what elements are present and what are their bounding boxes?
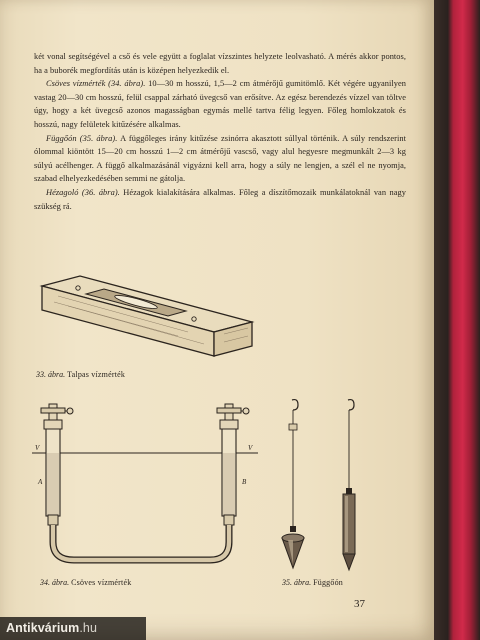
book-spine-edge (434, 0, 480, 640)
caption-number: 34. ábra. (40, 578, 70, 587)
paragraph-continuation (34, 50, 406, 77)
label-v-right: V (248, 444, 253, 452)
caption-fig35 (282, 578, 343, 587)
paragraph-hezagolo (34, 186, 406, 213)
figure-35-plumb-bobs (272, 396, 372, 574)
paragraph-term: Csöves vízmérték (34. ábra). (46, 79, 146, 89)
caption-number: 33. ábra. (36, 370, 66, 379)
paragraph-text: Hézagok kialakítására alkalmas. Főleg a díszítőmozaik munkálatoknál van nagy szükség rá. (34, 187, 406, 211)
figure-33-spirit-level (28, 272, 258, 364)
body-text (34, 50, 406, 213)
paragraph-text: két vonal segítségével a cső és vele együtt a foglalat vízszintes helyzete leolvasható. A mérés akkor pontos, ha a buborék megfordítás után is középen helyezkedik el. (34, 52, 406, 75)
watermark-brand: Antikvárium (6, 621, 80, 635)
figure-34-hose-level (30, 396, 266, 574)
label-v-left: V (35, 444, 40, 452)
paragraph-text: 10—30 m hosszú, 1,5—2 cm átmérőjű gumitömlő. Két végére ugyanilyen vastag 20—30 cm hosszú, felül csappal zárható üvegcső van erősítve. Az egész berendezés vízzel van töltve úgy, hogy a két üvegcső azonos magasságban egymás mellé tartva félig legyen. Főleg homlokzatok és hosszú, nagy felületek kitűzésére alkalmas. (34, 79, 406, 129)
paragraph-fuggoon (34, 132, 406, 186)
caption-number: 35. ábra. (282, 578, 312, 587)
label-a: A (38, 478, 43, 486)
caption-fig34 (40, 578, 131, 587)
label-b: B (242, 478, 247, 486)
watermark-logo (0, 617, 146, 640)
page-number: 37 (354, 598, 365, 610)
watermark-suffix: .hu (79, 621, 98, 635)
paragraph-text: A függőleges irány kitűzése zsinórra akasztott súllyal történik. A súly rendszerint ólommal kiöntött 15—20 cm hosszú 1—2 cm átmérőjű vascső, vagy alul hegyesre megmunkált 2—3 kg súlyú acélhenger. A függő alkalmazásánál vigyázni kell arra, hogy a súly ne lengjen, a szél el ne nyomja, szabad elhelyezkedésében semmi ne gátolja. (34, 133, 406, 184)
caption-fig33 (36, 370, 125, 379)
caption-title: Talpas vízmérték (67, 370, 126, 379)
caption-title: Csöves vízmérték (71, 578, 132, 587)
caption-title: Függőón (313, 578, 343, 587)
paragraph-term: Hézagoló (36. ábra). (46, 187, 120, 197)
paragraph-csoves-vizmertek (34, 77, 406, 131)
paragraph-term: Függőón (35. ábra). (46, 133, 118, 143)
